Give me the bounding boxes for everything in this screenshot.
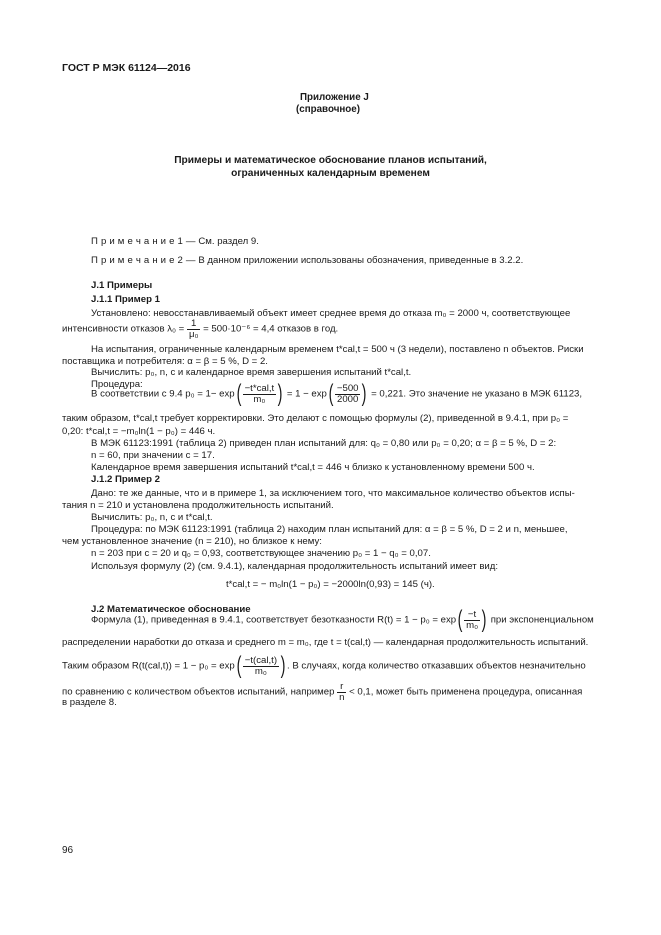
- ex1-line1: Установлено: невосстанавливаемый объект имеет среднее время до отказа m₀ = 2000 ч, соответствующее: [91, 308, 571, 319]
- page-number: 96: [62, 845, 74, 856]
- paren-open-icon: (: [328, 380, 334, 407]
- ex1-line8: таким образом, t*cal,t требует корректировки. Это делают с помощью формулы (2), приведенной в 9.4.1, при p₀ =: [62, 413, 569, 424]
- ex1-frac1-den: m₀: [253, 393, 266, 405]
- section-j1-heading: J.1 Примеры: [91, 280, 153, 291]
- appendix-label: Приложение J: [300, 92, 369, 103]
- paren-close-icon: ): [277, 380, 283, 407]
- ex1-frac2-den: 2000: [337, 393, 359, 405]
- ex1-line7: [91, 382, 582, 406]
- j2-fraction-tcal: [243, 656, 279, 676]
- j2-line4-b: < 0,1, может быть применена процедура, описанная: [349, 686, 583, 698]
- section-j11-heading: J.1.1 Пример 1: [91, 294, 160, 305]
- j2-line1: [91, 608, 594, 632]
- ex1-fraction-num: 1: [187, 319, 201, 330]
- note-2-text: В данном приложении использованы обозначения, приведенные в 3.2.2.: [195, 255, 524, 266]
- ex1-line7-b: = 1 − exp: [286, 388, 327, 400]
- note-1-prefix: П р и м е ч а н и е 1 —: [91, 236, 196, 247]
- paren-open-icon: (: [236, 652, 242, 679]
- ex1-line7-c: = 0,221. Это значение не указано в МЭК 61123,: [371, 388, 583, 400]
- j2-frac3-num: r: [337, 682, 346, 693]
- ex1-line4: поставщика и потребителя: α = β = 5 %, D = 2.: [62, 356, 268, 367]
- ex1-line5: Вычислить: p₀, n, c и календарное время завершения испытаний t*cal,t.: [91, 367, 412, 378]
- ex2-line5: чем установленное значение (n = 210), но близкое к нему:: [62, 536, 322, 547]
- ex1-line7-a: В соответствии с 9.4 p₀ = 1− exp: [91, 388, 235, 400]
- ex1-line2-b: = 500·10⁻⁶ = 4,4 отказов в год.: [203, 323, 339, 335]
- j2-line1-a: Формула (1), приведенная в 9.4.1, соответствует безотказности R(t) = 1 − p₀ = exp: [91, 614, 457, 626]
- j2-frac3-den: n: [339, 691, 345, 703]
- ex1-line2: [62, 319, 602, 339]
- paren-close-icon: ): [280, 652, 286, 679]
- appendix-note: (справочное): [296, 104, 360, 115]
- ex1-line11: n = 60, при значении c = 17.: [91, 450, 215, 461]
- ex2-line4: Процедура: по МЭК 61123:1991 (таблица 2) находим план испытаний для: α = β = 5 %, D = 2 и n, меньшее,: [91, 524, 568, 535]
- note-1: [91, 236, 259, 247]
- ex2-line2: тания n = 210 и установлена продолжительность испытаний.: [62, 500, 334, 511]
- paren-open-icon: (: [236, 380, 241, 407]
- note-2: [91, 255, 523, 266]
- ex1-frac2-num: −500: [336, 382, 359, 394]
- j2-line3-a: Таким образом R(t(cal,t)) = 1 − p₀ = exp: [62, 660, 235, 672]
- note-2-prefix: П р и м е ч а н и е 2 —: [91, 255, 196, 266]
- document-header: ГОСТ Р МЭК 61124—2016: [62, 62, 191, 74]
- j2-frac1-num: −t: [464, 610, 480, 621]
- ex1-line9: 0,20: t*cal,t = −m₀ln(1 − p₀) = 446 ч.: [62, 426, 216, 437]
- ex2-line6: n = 203 при c = 20 и q₀ = 0,93, соответствующее значению p₀ = 1 − q₀ = 0,07.: [91, 548, 431, 559]
- ex1-fraction-t: [243, 384, 277, 404]
- ex1-line10: В МЭК 61123:1991 (таблица 2) приведен план испытаний для: q₀ = 0,80 или p₀ = 0,20; α = β = 5 %, D = 2:: [91, 438, 557, 449]
- j2-line4-a: по сравнению с количеством объектов испытаний, например: [62, 686, 335, 698]
- j2-line2: распределении наработки до отказа и среднего m = m₀, где t = t(cal,t) — календарная продолжительность испытаний.: [62, 637, 589, 648]
- ex1-line2-a: интенсивности отказов λ₀ =: [62, 323, 185, 335]
- ex2-line1: Дано: те же данные, что и в примере 1, за исключением того, что максимальное количество объектов испы-: [91, 488, 575, 499]
- section-j12-heading: J.1.2 Пример 2: [91, 474, 160, 485]
- ex1-line3: На испытания, ограниченные календарным временем t*cal,t = 500 ч (3 недели), поставлено n объектов. Риски: [91, 344, 584, 355]
- j2-frac2-den: m₀: [254, 665, 267, 677]
- ex1-line12: Календарное время завершения испытаний t*cal,t = 446 ч близко к установленному времени 500 ч.: [91, 462, 535, 473]
- ex2-line7: Используя формулу (2) (см. 9.4.1), календарная продолжительность испытаний имеет вид:: [91, 561, 499, 572]
- ex1-line6: Процедура:: [91, 379, 143, 390]
- j2-frac1-den: m₀: [466, 619, 479, 631]
- note-1-text: См. раздел 9.: [195, 236, 259, 247]
- j2-fraction-t: [464, 610, 480, 630]
- ex1-fraction-500: [335, 384, 361, 404]
- ex1-fraction-lambda: [187, 319, 201, 339]
- j2-frac2-num: −t(cal,t): [244, 654, 278, 666]
- ex1-fraction-den: μ₀: [188, 328, 199, 340]
- j2-line5: в разделе 8.: [62, 697, 117, 708]
- section-j2-heading: J.2 Математическое обоснование: [91, 604, 251, 615]
- j2-line3: [62, 654, 602, 678]
- appendix-title-line1: Примеры и математическое обоснование планов испытаний,: [174, 155, 487, 166]
- paren-close-icon: ): [481, 606, 487, 633]
- appendix-title-line2: ограниченных календарным временем: [231, 168, 430, 179]
- j2-line3-b: . В случаях, когда количество отказавших объектов незначительно: [287, 660, 586, 672]
- ex2-formula: t*cal,t = − m₀ln(1 − p₀) = −2000ln(0,93) = 145 (ч).: [226, 579, 435, 590]
- paren-close-icon: ): [362, 380, 367, 407]
- ex1-frac1-num: −t*cal,t: [244, 382, 275, 394]
- paren-open-icon: (: [457, 606, 463, 633]
- j2-line1-b: при экспоненциальном: [490, 614, 594, 626]
- ex2-line3: Вычислить: p₀, n, c и t*cal,t.: [91, 512, 213, 523]
